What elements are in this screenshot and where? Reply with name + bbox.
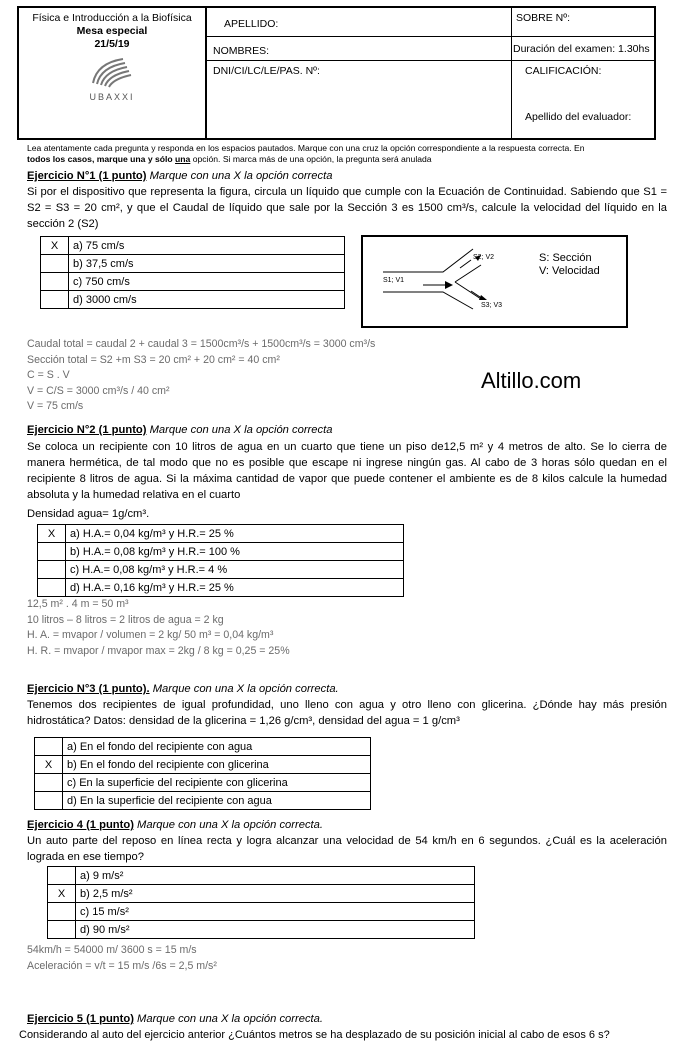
subject-title: Física e Introducción a la Biofísica [32, 12, 192, 24]
exam-header [17, 6, 656, 140]
legend-section: S: Sección [539, 252, 592, 264]
option-mark-cell[interactable] [48, 921, 76, 939]
field-sobre[interactable]: SOBRE Nº: [516, 12, 571, 24]
ex1-title: Ejercicio N°1 (1 punto) [27, 170, 147, 182]
ex3-body: Tenemos dos recipientes de igual profundidad, uno lleno con agua y otro lleno con glicerina. ¿Dónde hay más presión hidrostática? Datos: densidad de la glicerina = 1,26 g/cm³, densidad del agua = 1 g/cm³ [27, 699, 667, 727]
instructions [27, 143, 667, 165]
logo-text: UBAXXI [89, 92, 135, 102]
option-text: d) 90 m/s² [76, 921, 475, 939]
label-s3: S3; V3 [481, 302, 503, 309]
solution-line: 54km/h = 54000 m/ 3600 s = 15 m/s [27, 944, 197, 956]
header-subject-cell [19, 8, 207, 138]
ex2-options [37, 524, 404, 597]
option-mark-cell[interactable] [35, 738, 63, 756]
label-s2: S2; V2 [473, 254, 495, 261]
exam-type: Mesa especial [76, 25, 148, 37]
ex4-title: Ejercicio 4 (1 punto) [27, 819, 134, 831]
option-mark-cell[interactable] [48, 903, 76, 921]
solution-line: Caudal total = caudal 2 + caudal 3 = 1500cm³/s + 1500cm³/s = 3000 cm³/s [27, 338, 376, 350]
field-apellido[interactable]: APELLIDO: [224, 18, 279, 30]
ex1-options [40, 236, 345, 309]
ex5-body: Considerando al auto del ejercicio anterior ¿Cuántos metros se ha desplazado de su posición inicial al cabo de esos 6 s? [19, 1029, 610, 1041]
option-text: c) H.A.= 0,08 kg/m³ y H.R.= 4 % [66, 561, 404, 579]
ex1-solution [27, 337, 375, 415]
solution-line: Aceleración = v/t = 15 m/s /6s = 2,5 m/s² [27, 959, 217, 972]
option-mark-cell[interactable] [35, 774, 63, 792]
ex4-solution [27, 943, 217, 974]
option-row[interactable] [35, 792, 371, 810]
solution-line: V = 75 cm/s [27, 400, 84, 412]
instructions-line-1: Lea atentamente cada pregunta y responda en los espacios pautados. Marque con una cruz la opción correspondiente a la respuesta correcta. En [27, 143, 585, 153]
option-row[interactable] [38, 525, 404, 543]
ex3-options [34, 737, 371, 810]
option-text: b) 37,5 cm/s [69, 255, 345, 273]
legend-velocity: V: Velocidad [539, 265, 600, 277]
option-text: b) En el fondo del recipiente con glicerina [63, 756, 371, 774]
divider [511, 36, 656, 37]
option-text: b) 2,5 m/s² [76, 885, 475, 903]
altillo-watermark: Altillo.com [481, 368, 582, 393]
option-row[interactable] [41, 273, 345, 291]
option-text: d) H.A.= 0,16 kg/m³ y H.R.= 25 % [66, 579, 404, 597]
ex2-density: Densidad agua= 1g/cm³. [27, 508, 150, 520]
option-mark-cell[interactable]: X [35, 756, 63, 774]
option-mark-cell[interactable] [38, 579, 66, 597]
solution-line: 12,5 m² . 4 m = 50 m³ [27, 598, 129, 610]
option-text: c) 750 cm/s [69, 273, 345, 291]
field-evaluador[interactable]: Apellido del evaluador: [525, 111, 632, 123]
option-text: d) 3000 cm/s [69, 291, 345, 309]
ex2-body: Se coloca un recipiente con 10 litros de agua en un cuarto que tiene un piso de12,5 m² y 4 metros de alto. Se lo cierra de manera hermética, de tal modo que no es posible que escape ni ingrese ningún gas. Al cabo de 3 horas sólo quedan en el recipiente 8 litros de agua. Si la máxima cantidad de vapor que puede contener el ambiente es de 8 kilos calcule la humedad absoluta y la humedad relativa en el cuarto [27, 441, 667, 501]
instructions-line-2: todos los casos, marque una y sólo una opción. Si marca más de una opción, la pregunta será anulada [27, 154, 432, 164]
ex5-heading [27, 1012, 323, 1026]
option-text: a) 75 cm/s [69, 237, 345, 255]
option-mark-cell[interactable] [38, 561, 66, 579]
field-calificacion[interactable]: CALIFICACIÓN: [525, 65, 602, 77]
label-s1: S1; V1 [383, 277, 405, 284]
option-row[interactable] [41, 237, 345, 255]
option-mark-cell[interactable]: X [48, 885, 76, 903]
option-mark-cell[interactable] [38, 543, 66, 561]
option-row[interactable] [41, 291, 345, 309]
solution-line: H. R. = mvapor / mvapor max = 2kg / 8 kg = 0,25 = 25% [27, 644, 290, 657]
option-text: a) 9 m/s² [76, 867, 475, 885]
divider [207, 36, 511, 37]
option-row[interactable] [48, 885, 475, 903]
ex4-instruction: Marque con una X la opción correcta. [133, 819, 323, 831]
field-nombres[interactable]: NOMBRES: [213, 45, 270, 57]
option-row[interactable] [35, 774, 371, 792]
option-row[interactable] [48, 921, 475, 939]
ex2-heading [27, 423, 332, 437]
option-text: c) 15 m/s² [76, 903, 475, 921]
option-row[interactable] [38, 543, 404, 561]
divider [511, 8, 512, 138]
option-mark-cell[interactable] [35, 792, 63, 810]
ex1-heading [27, 169, 332, 183]
ex3-title: Ejercicio N°3 (1 punto). [27, 683, 150, 695]
solution-line: Sección total = S2 +m S3 = 20 cm² + 20 cm² = 40 cm² [27, 353, 280, 366]
ex3-instruction: Marque con una X la opción correcta. [149, 683, 339, 695]
exam-date: 21/5/19 [94, 38, 130, 50]
flow-diagram [363, 237, 626, 326]
option-text: a) H.A.= 0,04 kg/m³ y H.R.= 25 % [66, 525, 404, 543]
field-dni[interactable]: DNI/CI/LC/LE/PAS. Nº: [213, 65, 320, 77]
ex5-title: Ejercicio 5 (1 punto) [27, 1013, 134, 1025]
option-text: c) En la superficie del recipiente con glicerina [63, 774, 371, 792]
ex1-instruction: Marque con una X la opción correcta [146, 170, 333, 182]
option-row[interactable] [41, 255, 345, 273]
option-mark-cell[interactable] [41, 273, 69, 291]
option-row[interactable] [35, 738, 371, 756]
ubaxxi-logo-icon [87, 55, 137, 89]
solution-line: C = S . V [27, 369, 70, 381]
option-mark-cell[interactable] [41, 291, 69, 309]
option-row[interactable] [48, 903, 475, 921]
ex3-heading [27, 682, 339, 696]
ex2-instruction: Marque con una X la opción correcta [146, 424, 333, 436]
option-text: b) H.A.= 0,08 kg/m³ y H.R.= 100 % [66, 543, 404, 561]
ex4-heading [27, 818, 323, 832]
option-mark-cell[interactable] [41, 255, 69, 273]
solution-line: V = C/S = 3000 cm³/s / 40 cm² [27, 384, 170, 397]
option-text: d) En la superficie del recipiente con agua [63, 792, 371, 810]
option-mark-cell[interactable] [48, 867, 76, 885]
ex2-solution [27, 597, 290, 659]
option-row[interactable] [35, 756, 371, 774]
option-mark-cell[interactable]: X [41, 237, 69, 255]
ex4-options [47, 866, 475, 939]
option-row[interactable] [38, 561, 404, 579]
option-row[interactable] [38, 579, 404, 597]
ex1-body: Si por el dispositivo que representa la figura, circula un líquido que cumple con la Ecuación de Continuidad. Sabiendo que S1 = S2 = S3 = 20 cm², y que el Caudal de líquido que sale por la Sección 3 es 1500 cm³/s, calcule la velocidad del líquido en la sección 2 (S2) [27, 186, 667, 230]
exam-duration: Duración del examen: 1.30hs [513, 43, 650, 55]
ex1-figure [361, 235, 628, 328]
option-row[interactable] [48, 867, 475, 885]
option-mark-cell[interactable]: X [38, 525, 66, 543]
solution-line: 10 litros – 8 litros = 2 litros de agua = 2 kg [27, 613, 224, 626]
ex2-title: Ejercicio N°2 (1 punto) [27, 424, 147, 436]
option-text: a) En el fondo del recipiente con agua [63, 738, 371, 756]
divider [207, 60, 656, 61]
solution-line: H. A. = mvapor / volumen = 2 kg/ 50 m³ = 0,04 kg/m³ [27, 629, 274, 641]
ex5-instruction: Marque con una X la opción correcta. [133, 1013, 323, 1025]
ex4-body: Un auto parte del reposo en línea recta y logra alcanzar una velocidad de 54 km/h en 6 segundos. ¿Cuál es la aceleración lograda en ese tiempo? [27, 835, 667, 863]
